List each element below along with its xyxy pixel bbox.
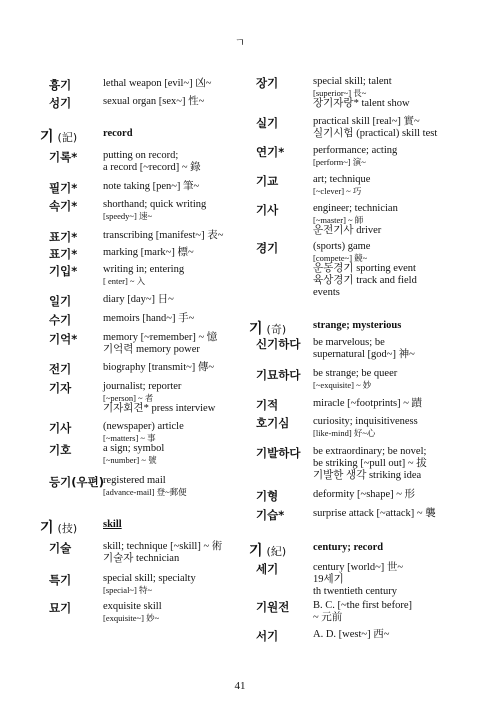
definition-line: 운전기사 driver [313, 225, 382, 236]
entry-definition [313, 398, 422, 410]
definition-line: sexual organ [sex~] 性~ [103, 96, 205, 107]
definition-line: 기술자 technician [103, 553, 180, 564]
definition-line: [~person] ~ 者 [103, 393, 154, 403]
entry-headword: 기입* [49, 264, 78, 278]
entry-headword: 서기 [256, 629, 279, 643]
page-number: 41 [234, 680, 246, 692]
entry-headword: 기적 [256, 398, 279, 412]
entry-headword: 수기 [49, 313, 72, 327]
definition-line: memoirs [hand~] 手~ [103, 313, 195, 324]
entry-headword: 호기심 [256, 416, 290, 430]
definition-line: a record [~record] ~ 錄 [103, 162, 201, 173]
section-keyword: 기 [40, 520, 54, 536]
definition-line: memory [~remember] ~ 憶 [103, 332, 218, 343]
definition-line: century [world~] 世~ [313, 562, 404, 573]
definition-line: skill; technique [~skill] ~ 術 [103, 541, 223, 552]
definition-line: [~number] ~ 號 [103, 455, 157, 465]
entry-headword: 기묘하다 [256, 368, 301, 382]
entry-definition [313, 508, 436, 520]
entry-headword: 기억* [49, 332, 78, 346]
definition-line: special skill; specialty [103, 573, 196, 584]
section-heading [249, 318, 402, 338]
definition-line: events [313, 287, 340, 298]
entry-headword: 실기 [256, 116, 279, 130]
definition-line: note taking [pen~] 筆~ [103, 181, 200, 192]
definition-line: shorthand; quick writing [103, 199, 207, 210]
definition-line: curiosity; inquisitiveness [313, 416, 418, 427]
definition-line: 기발한 생각 striking idea [313, 470, 422, 481]
entry-headword: 속기* [49, 199, 78, 213]
definition-line: art; technique [313, 174, 371, 185]
entry-headword: 묘기 [49, 601, 72, 615]
section-heading [249, 540, 384, 560]
definition-line: [like-mind] 好~心 [313, 428, 376, 438]
definition-line: diary [day~] 日~ [103, 294, 174, 305]
entry-headword: 연기* [256, 145, 285, 159]
definition-line: 기억력 memory power [103, 344, 200, 355]
entry-headword: 등기(우편) [49, 475, 104, 489]
definition-line: miracle [~footprints] ~ 蹟 [313, 398, 423, 409]
definition-line: [perform~] 演~ [313, 157, 366, 167]
definition-line: be extraordinary; be novel; [313, 446, 427, 457]
entry-headword: 기호 [49, 443, 72, 457]
entry-headword: 기사 [256, 203, 279, 217]
entry-definition [313, 203, 398, 237]
definition-line: transcribing [manifest~] 表~ [103, 230, 224, 241]
definition-line: 19세기 [313, 574, 344, 585]
entry-headword: 표기* [49, 247, 78, 261]
definition-line: [speedy~] 速~ [103, 211, 153, 221]
definition-line: th twentieth century [313, 586, 397, 597]
definition-line: special skill; talent [313, 76, 392, 87]
definition-line: 육상경기 track and field [313, 275, 417, 286]
entry-headword: 기자 [49, 381, 72, 395]
definition-line: registered mail [103, 475, 166, 486]
section-meaning: skill [103, 519, 122, 530]
entry-headword: 기원전 [256, 600, 290, 614]
definition-line: [superior~] 長~ [313, 88, 367, 98]
entry-definition [313, 489, 415, 501]
entry-headword: 기교 [256, 174, 279, 188]
entry-definition [313, 116, 437, 140]
entry-headword: 필기* [49, 181, 78, 195]
entry-definition [313, 446, 427, 482]
definition-line: deformity [~shape] ~ 形 [313, 489, 416, 500]
definition-line: a sign; symbol [103, 443, 165, 454]
entry-definition [313, 600, 412, 624]
section-hanja: (技) [57, 522, 78, 535]
section-meaning: century; record [313, 542, 384, 553]
entry-headword: 일기 [49, 294, 72, 308]
definition-line: [ enter] ~ 入 [103, 276, 146, 286]
page-header: ㄱ [234, 37, 246, 49]
entry-definition [313, 337, 415, 361]
entry-headword: 기발하다 [256, 446, 301, 460]
entry-headword: 기형 [256, 489, 279, 503]
definition-line: ~ 元前 [313, 612, 343, 623]
definition-line: surprise attack [~attack] ~ 襲 [313, 508, 436, 519]
definition-line: B. C. [~the first before] [313, 600, 412, 611]
entry-headword: 기사 [49, 421, 72, 435]
entry-headword: 신기하다 [256, 337, 301, 351]
section-meaning: record [103, 128, 133, 139]
definition-line: putting on record; [103, 150, 179, 161]
definition-line: exquisite skill [103, 601, 162, 612]
definition-line: [exquisite~] 妙~ [103, 613, 160, 623]
definition-line: 기자회견* press interview [103, 403, 216, 414]
definition-line: supernatural [god~] 神~ [313, 349, 415, 360]
entry-headword: 경기 [256, 241, 279, 255]
entry-definition [313, 145, 397, 167]
entry-headword: 기록* [49, 150, 78, 164]
entry-headword: 성기 [49, 96, 72, 110]
section-meaning: strange; mysterious [313, 320, 402, 331]
definition-line: [~matters] ~ 事 [103, 433, 156, 443]
definition-line: be marvelous; be [313, 337, 385, 348]
definition-line: [~master] ~ 師 [313, 215, 364, 225]
entry-headword: 기술 [49, 541, 72, 555]
entry-headword: 표기* [49, 230, 78, 244]
definition-line: A. D. [west~] 西~ [313, 629, 390, 640]
definition-line: practical skill [real~] 實~ [313, 116, 420, 127]
entry-definition [313, 76, 410, 110]
definition-line: [~clever] ~ 巧 [313, 186, 362, 196]
definition-line: lethal weapon [evil~] 凶~ [103, 78, 212, 89]
entry-headword: 기습* [256, 508, 285, 522]
definition-line: biography [transmit~] 傳~ [103, 362, 215, 373]
definition-line: marking [mark~] 標~ [103, 247, 194, 258]
definition-line: writing in; entering [103, 264, 185, 275]
entry-definition [313, 368, 397, 390]
definition-line: [compete~] 競~ [313, 253, 368, 263]
definition-line: (newspaper) article [103, 421, 184, 432]
definition-line: [advance-mail] 登~郵便 [103, 487, 187, 497]
entry-definition [313, 629, 389, 641]
definition-line: 실기시험 (practical) skill test [313, 128, 438, 139]
section-keyword: 기 [40, 129, 54, 145]
entry-headword: 흉기 [49, 78, 72, 92]
section-keyword: 기 [249, 543, 263, 559]
definition-line: be strange; be queer [313, 368, 398, 379]
definition-line: (sports) game [313, 241, 371, 252]
definition-line: be striking [~pull out] ~ 拔 [313, 458, 427, 469]
entry-headword: 특기 [49, 573, 72, 587]
entry-headword: 세기 [256, 562, 279, 576]
definition-line: [special~] 特~ [103, 585, 153, 595]
section-hanja: (紀) [266, 545, 287, 558]
entry-definition [313, 241, 417, 299]
definition-line: 운동경기 sporting event [313, 263, 416, 274]
section-keyword: 기 [249, 321, 263, 337]
entry-headword: 장기 [256, 76, 279, 90]
section-hanja: (奇) [266, 323, 287, 336]
entry-definition [313, 562, 403, 598]
definition-line: engineer; technician [313, 203, 398, 214]
definition-line: journalist; reporter [103, 381, 182, 392]
definition-line: [~exquisite] ~ 妙 [313, 380, 372, 390]
entry-headword: 전기 [49, 362, 72, 376]
section-hanja: (記) [57, 131, 78, 144]
entry-definition [313, 416, 418, 438]
definition-line: performance; acting [313, 145, 398, 156]
definition-line: 장기자랑* talent show [313, 98, 410, 109]
entry-definition [313, 174, 370, 196]
